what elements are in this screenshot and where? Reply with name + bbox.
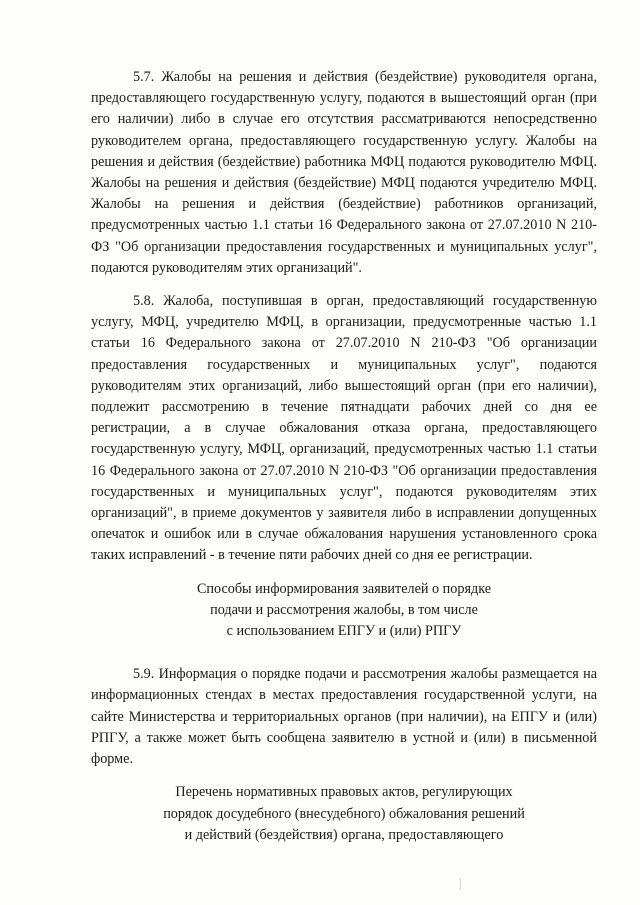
section-heading-informing: Способы информирования заявителей о порядке подачи и рассмотрения жалобы, в том числе с использованием ЕПГУ и (или) РПГУ	[196, 580, 492, 640]
scan-artifact	[460, 878, 461, 890]
paragraph-5-9: 5.9. Информация о порядке подачи и рассмотрения жалобы размещается на информационных стендах в местах предоставления государственной услуги, на сайте Министерства и территориальных органов (при наличии), на ЕПГУ и (или) РПГУ, а также может быть сообщена заявителю в устной и (или) в письменной форме.	[91, 666, 597, 768]
document-body	[91, 67, 597, 846]
section-heading-legal-acts: Перечень нормативных правовых актов, регулирующих порядок досудебного (внесудебного) обжалования решений и действий (бездействия) органа, предоставляющего	[163, 784, 525, 843]
paragraph-5-7: 5.7. Жалобы на решения и действия (бездействие) руководителя органа, предоставляющего государственную услугу, подаются в вышестоящий орган (при его наличии) либо в случае его отсутствия рассматриваются непосредственно руководителем органа, предоставляющего государственную услугу. Жалобы на решения и действия (бездействие) работника МФЦ подаются руководителю МФЦ. Жалобы на решения и действия (бездействие) МФЦ подаются учредителю МФЦ. Жалобы на решения и действия (бездействие) работников организаций, предусмотренных частью 1.1 статьи 16 Федерального закона от 27.07.2010 N 210-ФЗ "Об организации предоставления государственных и муниципальных услуг", подаются руководителям этих организаций".	[91, 69, 597, 276]
paragraph-5-8: 5.8. Жалоба, поступившая в орган, предоставляющий государственную услугу, МФЦ, учредителю МФЦ, в организации, предусмотренные частью 1.1 статьи 16 Федерального закона от 27.07.2010 N 210-ФЗ "Об организации предоставления государственных и муниципальных услуг", подаются руководителям этих организаций, либо вышестоящий орган (при его наличии), подлежит рассмотрению в течение пятнадцати рабочих дней со дня ее регистрации, а в случае обжалования отказа органа, предоставляющего государственную услугу, МФЦ, организаций, предусмотренных частью 1.1 статьи 16 Федерального закона от 27.07.2010 N 210-ФЗ "Об организации предоставления государственных и муниципальных услуг", подаются руководителям этих организаций", в приеме документов у заявителя либо в исправлении допущенных опечаток и ошибок или в случае обжалования нарушения установленного срока таких исправлений - в течение пяти рабочих дней со дня ее регистрации.	[91, 293, 597, 564]
